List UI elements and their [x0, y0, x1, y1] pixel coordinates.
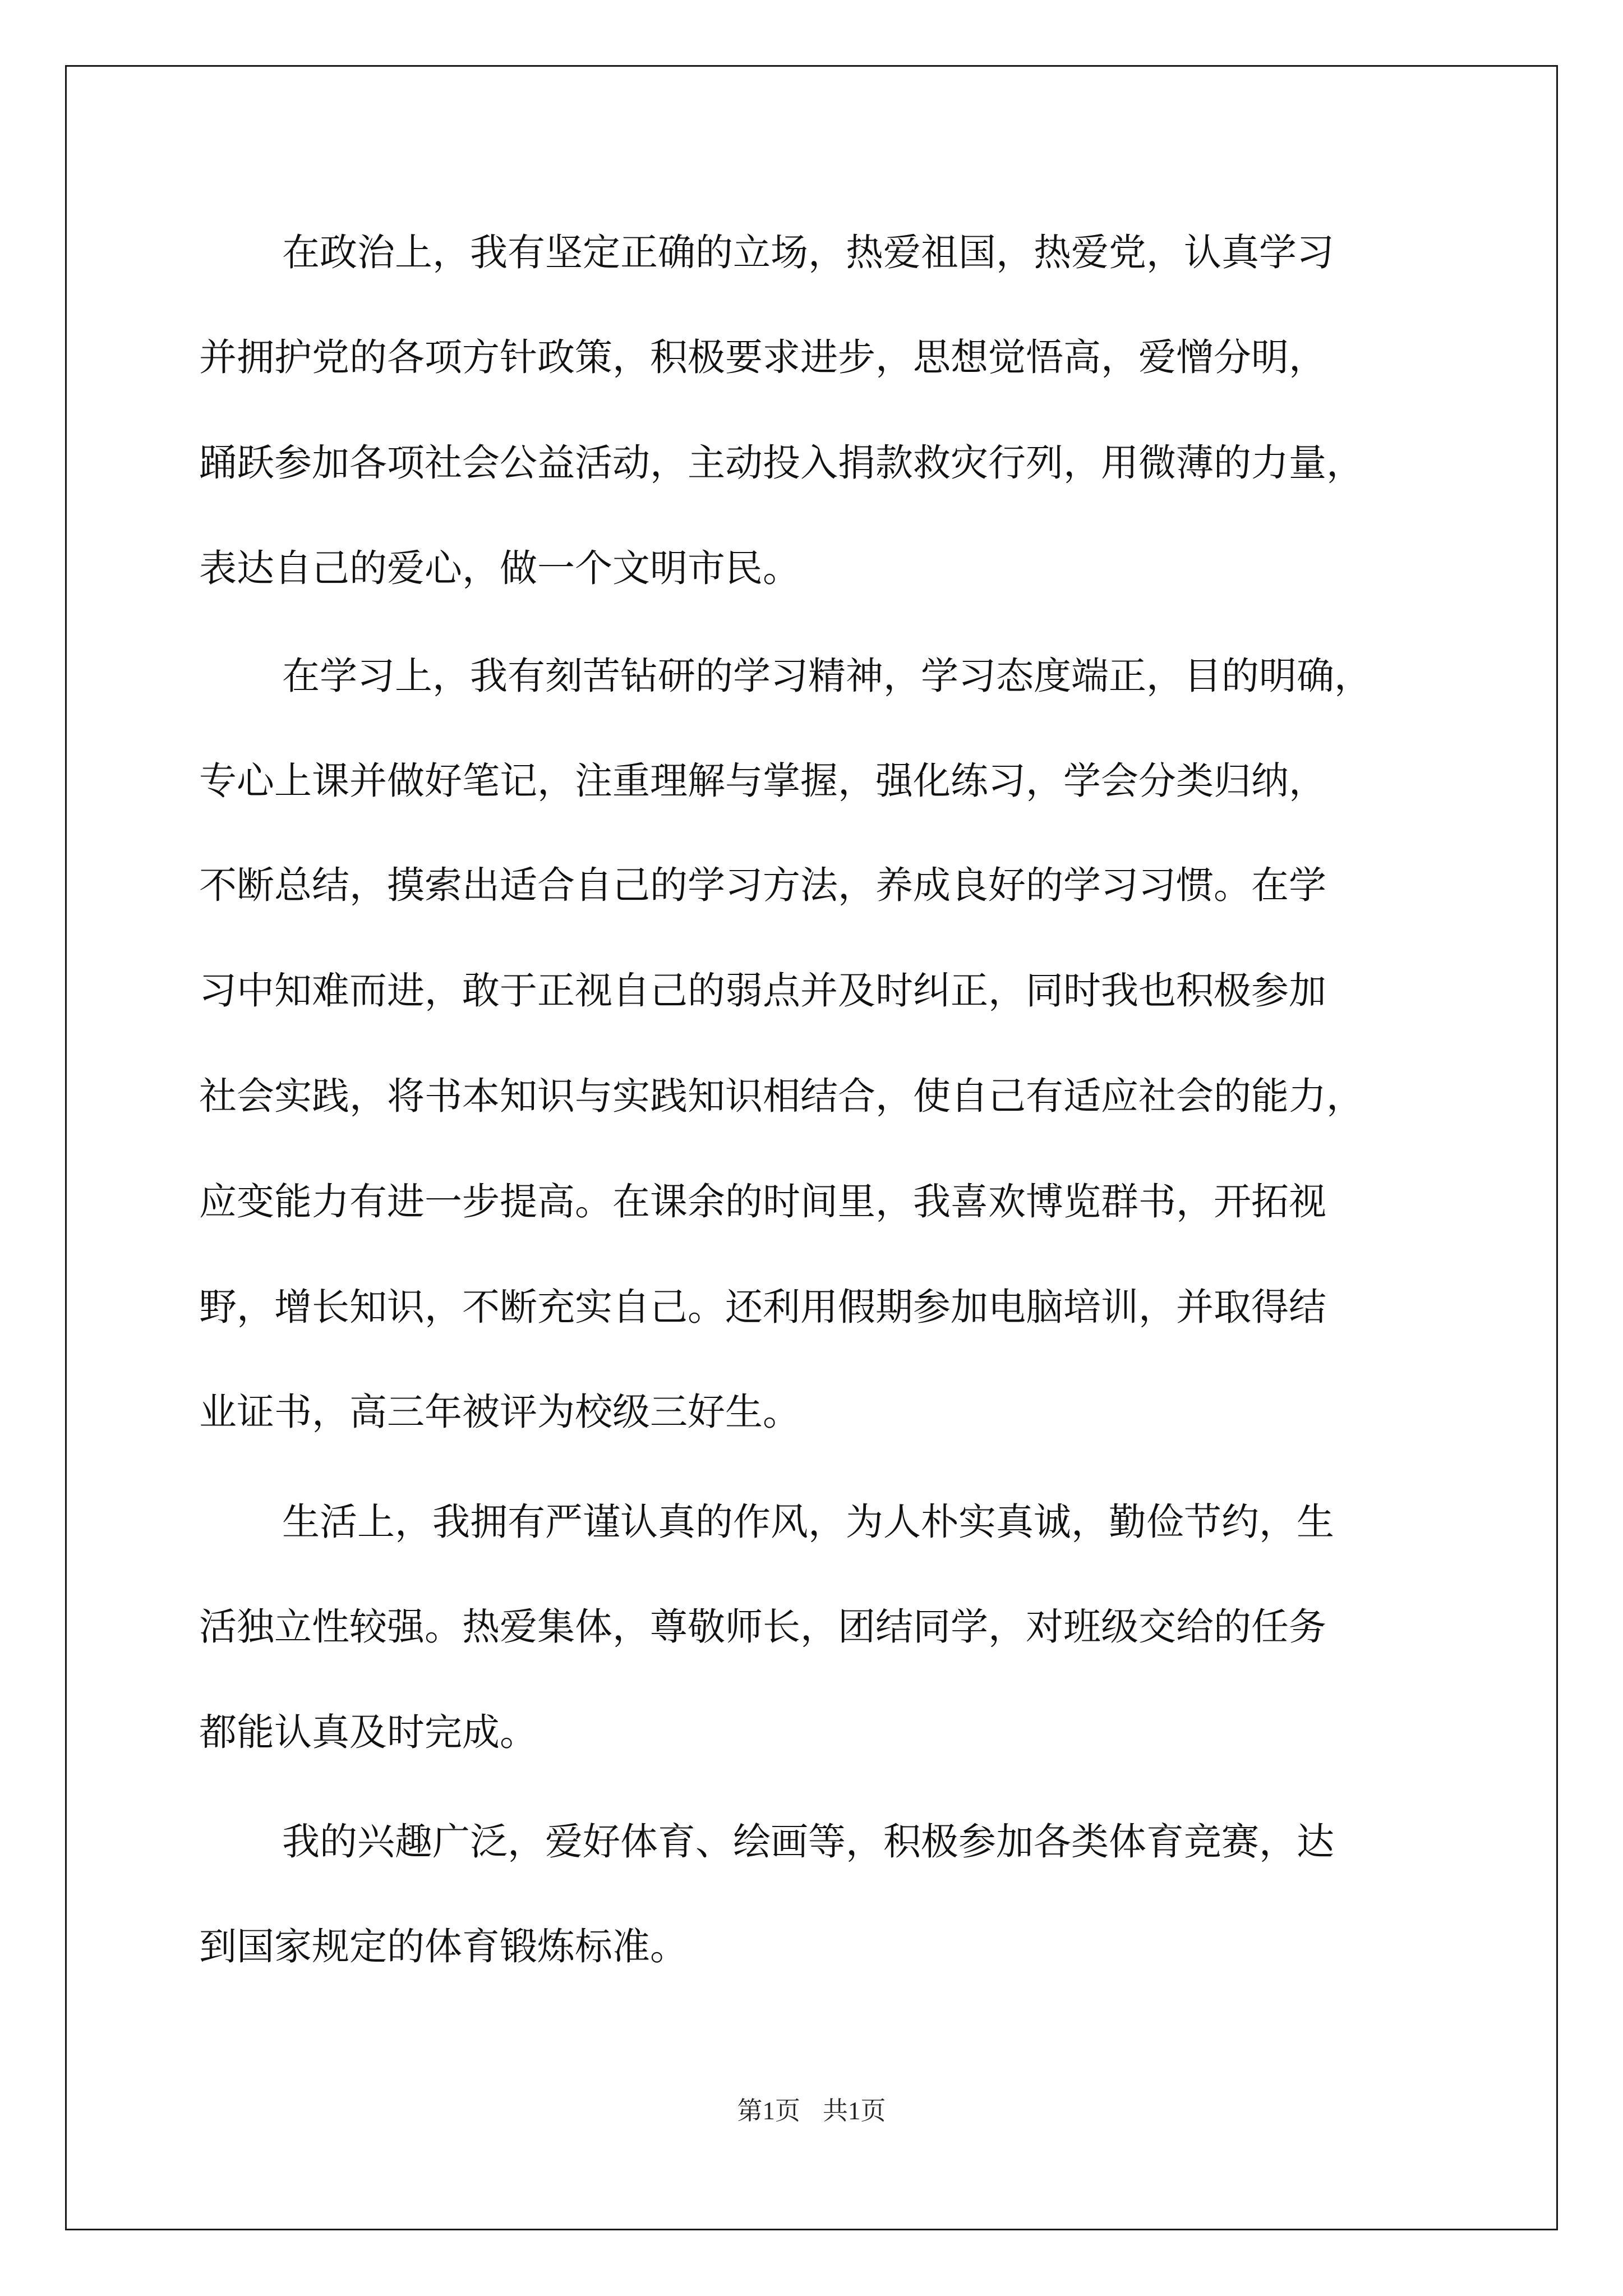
- page-total: 共1页: [823, 2097, 886, 2125]
- paragraph-2-line-7: 野，增长知识，不断充实自己。还利用假期参加电脑培训，并取得结: [199, 1285, 1326, 1329]
- paragraph-2-line-5: 社会实践，将书本知识与实践知识相结合，使自己有适应社会的能力，: [199, 1074, 1364, 1118]
- paragraph-3-line-3: 都能认真及时完成。: [199, 1710, 537, 1754]
- paragraph-3-line-2: 活独立性较强。热爱集体，尊敬师长，团结同学，对班级交给的任务: [199, 1605, 1326, 1649]
- paragraph-2-line-4: 习中知难而进，敢于正视自己的弱点并及时纠正，同时我也积极参加: [199, 969, 1326, 1013]
- paragraph-2-line-2: 专心上课并做好笔记，注重理解与掌握，强化练习，学会分类归纳，: [199, 759, 1326, 803]
- paragraph-3-line-1: 生活上，我拥有严谨认真的作风，为人朴实真诚，勤俭节约，生: [282, 1500, 1334, 1544]
- paragraph-2-line-1: 在学习上，我有刻苦钻研的学习精神，学习态度端正，目的明确，: [282, 654, 1372, 698]
- paragraph-2-line-6: 应变能力有进一步提高。在课余的时间里，我喜欢博览群书，开拓视: [199, 1180, 1326, 1223]
- page-number: 第1页: [737, 2097, 800, 2125]
- paragraph-1-line-2: 并拥护党的各项方针政策，积极要求进步，思想觉悟高，爱憎分明，: [199, 335, 1326, 379]
- paragraph-1-line-3: 踊跃参加各项社会公益活动，主动投入捐款救灾行列，用微薄的力量，: [199, 441, 1364, 485]
- paragraph-2-line-8: 业证书，高三年被评为校级三好生。: [199, 1390, 800, 1434]
- page-border: [65, 65, 1558, 2230]
- paragraph-1-line-4: 表达自己的爱心，做一个文明市民。: [199, 546, 800, 590]
- paragraph-4-line-2: 到国家规定的体育锻炼标准。: [199, 1925, 688, 1968]
- paragraph-2-line-3: 不断总结，摸索出适合自己的学习方法，养成良好的学习习惯。在学: [199, 863, 1326, 907]
- page-footer: [0, 2094, 1623, 2128]
- paragraph-1-line-1: 在政治上，我有坚定正确的立场，热爱祖国，热爱党，认真学习: [282, 231, 1334, 274]
- paragraph-4-line-1: 我的兴趣广泛，爱好体育、绘画等，积极参加各类体育竞赛，达: [282, 1820, 1334, 1864]
